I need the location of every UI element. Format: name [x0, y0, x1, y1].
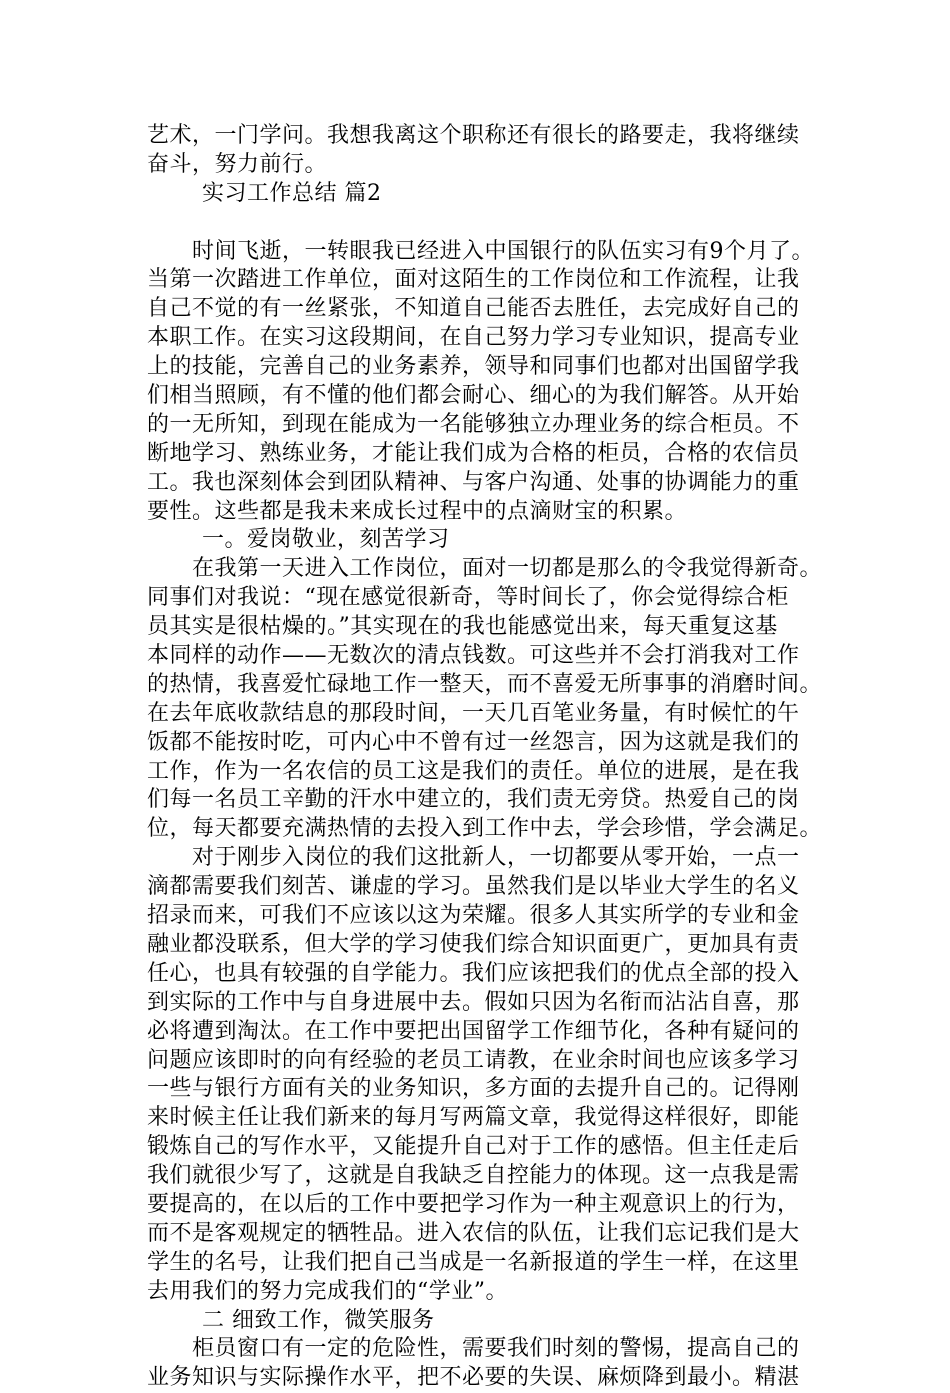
text-line: 滴都需要我们刻苦、谦虚的学习。虽然我们是以毕业大学生的名义 [147, 874, 800, 900]
text-line: 来时候主任让我们新来的每月写两篇文章，我觉得这样很好，即能 [147, 1105, 800, 1131]
text-line: 要性。这些都是我未来成长过程中的点滴财宝的积累。 [147, 498, 688, 524]
text-line: 位，每天都要充满热情的去投入到工作中去，学会珍惜，学会满足。 [147, 816, 823, 842]
text-line: 时间飞逝，一转眼我已经进入中国银行的队伍实习有9个月了。 [147, 238, 814, 264]
text-line: 对于刚步入岗位的我们这批新人，一切都要从零开始，一点一 [147, 845, 800, 871]
section-heading: 一。爱岗敬业，刻苦学习 [202, 527, 450, 553]
text-line: 在我第一天进入工作岗位，面对一切都是那么的令我觉得新奇。 [147, 556, 823, 582]
document-body [147, 122, 837, 1393]
text-line: 们相当照顾，有不懂的他们都会耐心、细心的为我们解答。从开始 [147, 383, 800, 409]
text-line: 工。我也深刻体会到团队精神、与客户沟通、处事的协调能力的重 [147, 469, 800, 495]
text-line: 问题应该即时的向有经验的老员工请教，在业余时间也应该多学习 [147, 1047, 800, 1073]
text-line: 当第一次踏进工作单位，面对这陌生的工作岗位和工作流程，让我 [147, 267, 800, 293]
text-line: 的一无所知，到现在能成为一名能够独立办理业务的综合柜员。不 [147, 411, 800, 437]
text-line: 融业都没联系，但大学的学习使我们综合知识面更广，更加具有责 [147, 931, 800, 957]
text-line: 必将遭到淘汰。在工作中要把出国留学工作细节化，各种有疑问的 [147, 1018, 800, 1044]
text-line: 在去年底收款结息的那段时间，一天几百笔业务量，有时候忙的午 [147, 700, 800, 726]
text-line: 艺术，一门学问。我想我离这个职称还有很长的路要走，我将继续 [147, 123, 800, 148]
text-line: 柜员窗口有一定的危险性，需要我们时刻的警惕，提高自己的 [147, 1336, 800, 1362]
text-line: 学生的名号，让我们把自己当成是一名新报道的学生一样，在这里 [147, 1249, 800, 1275]
section-heading: 实习工作总结 篇2 [202, 180, 382, 206]
text-line: 业务知识与实际操作水平，把不必要的失误、麻烦降到最小。精湛 [147, 1365, 800, 1391]
text-line: 员其实是很枯燥的。”其实现在的我也能感觉出来，每天重复这基 [147, 614, 778, 640]
text-line: 同事们对我说：“现在感觉很新奇，等时间长了，你会觉得综合柜 [147, 585, 789, 611]
section-heading: 二 细致工作，微笑服务 [202, 1307, 435, 1333]
text-line: 任心，也具有较强的自学能力。我们应该把我们的优点全部的投入 [147, 960, 800, 986]
text-line: 本同样的动作——无数次的清点钱数。可这些并不会打消我对工作 [147, 643, 800, 669]
text-line: 饭都不能按时吃，可内心中不曾有过一丝怨言，因为这就是我们的 [147, 729, 800, 755]
text-line: 上的技能，完善自己的业务素养，领导和同事们也都对出国留学我 [147, 354, 800, 380]
text-line: 招录而来，可我们不应该以这为荣耀。很多人其实所学的专业和金 [147, 903, 800, 929]
text-line: 工作，作为一名农信的员工这是我们的责任。单位的进展，是在我 [147, 758, 800, 784]
text-line: 本职工作。在实习这段期间，在自己努力学习专业知识，提高专业 [147, 325, 800, 351]
text-line: 我们就很少写了，这就是自我缺乏自控能力的体现。这一点我是需 [147, 1163, 800, 1189]
text-line: 而不是客观规定的牺牲品。进入农信的队伍，让我们忘记我们是大 [147, 1220, 800, 1246]
blank-line [147, 209, 837, 238]
text-line: 断地学习、熟练业务，才能让我们成为合格的柜员，合格的农信员 [147, 440, 800, 466]
text-line: 去用我们的努力完成我们的“学业”。 [147, 1278, 508, 1304]
text-line: 要提高的，在以后的工作中要把学习作为一种主观意识上的行为， [147, 1191, 800, 1217]
text-line: 到实际的工作中与自身进展中去。假如只因为名衔而沾沾自喜，那 [147, 989, 800, 1015]
text-line: 自己不觉的有一丝紧张，不知道自己能否去胜任，去完成好自己的 [147, 296, 800, 322]
text-line: 们每一名员工辛勤的汗水中建立的，我们责无旁贷。热爱自己的岗 [147, 787, 800, 813]
text-line: 奋斗，努力前行。 [147, 151, 328, 177]
text-line: 的热情，我喜爱忙碌地工作一整天，而不喜爱无所事事的消磨时间。 [147, 671, 823, 697]
text-line: 锻炼自己的写作水平，又能提升自己对于工作的感悟。但主任走后 [147, 1134, 800, 1160]
text-line: 一些与银行方面有关的业务知识，多方面的去提升自己的。记得刚 [147, 1076, 800, 1102]
